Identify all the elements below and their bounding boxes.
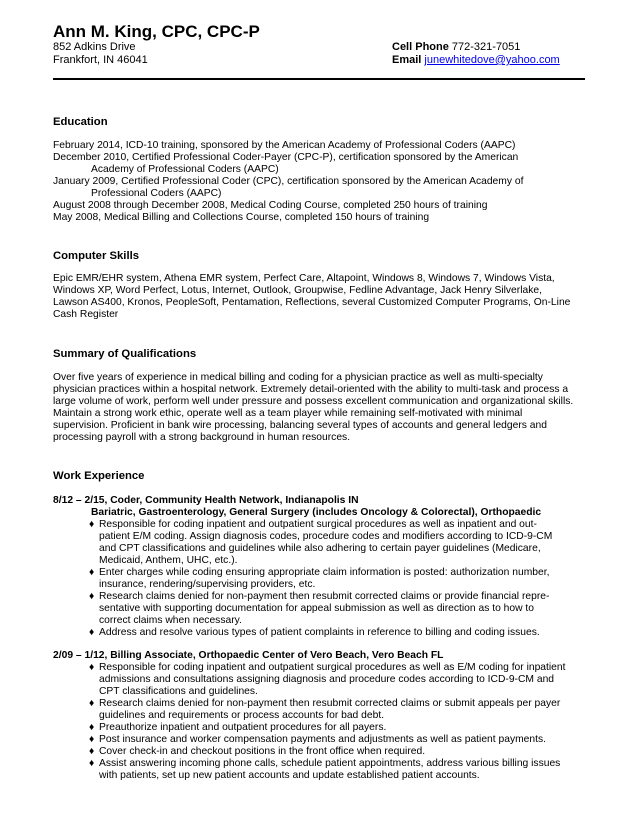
bullet-item: ♦ Research claims denied for non-payment then resubmit corrected claims or submit appeals per payer bbox=[89, 698, 561, 709]
bullet-continuation: insurance, rendering/supervising providers, etc. bbox=[99, 579, 316, 590]
education-line: December 2010, Certified Professional Coder-Payer (CPC-P), certification sponsored by the American bbox=[53, 152, 519, 163]
bullet-continuation: guidelines and requirements or process accounts for bad debt. bbox=[99, 710, 385, 721]
phone-line bbox=[392, 41, 520, 54]
education-line: Academy of Professional Coders (AAPC) bbox=[91, 164, 279, 175]
education-line: Professional Coders (AAPC) bbox=[91, 188, 222, 199]
email-line bbox=[392, 54, 560, 67]
diamond-bullet-icon: ♦ bbox=[89, 627, 95, 638]
education-line: February 2014, ICD-10 training, sponsored by the American Academy of Professional Coders (AAPC) bbox=[53, 140, 516, 151]
phone-label: Cell Phone bbox=[392, 41, 449, 53]
job-subtitle: Bariatric, Gastroenterology, General Surgery (includes Oncology & Colorectal), Orthopaedic bbox=[91, 507, 542, 518]
bullet-item: ♦ Enter charges while coding ensuring appropriate claim information is posted: authorization number, bbox=[89, 567, 550, 578]
diamond-bullet-icon: ♦ bbox=[89, 567, 95, 578]
skills-line: Lawson AS400, Kronos, PeopleSoft, Pentamation, Reflections, several Customized Computer Programs, On-Line bbox=[53, 297, 571, 308]
summary-line: supervision. Proficient in bank wire processing, balancing several types of accounts and general ledgers and bbox=[53, 420, 547, 431]
bullet-continuation: Medicaid, Anthem, UHC, etc.). bbox=[99, 555, 238, 566]
diamond-bullet-icon: ♦ bbox=[89, 519, 95, 530]
address-line-1: 852 Adkins Drive bbox=[53, 41, 136, 53]
bullet-continuation: CPT classifications and guidelines. bbox=[99, 686, 258, 697]
bullet-item: ♦ Post insurance and worker compensation payments and adjustments as well as patient payments. bbox=[89, 734, 547, 745]
summary-line: Maintain a strong work ethic, operate well as a team player while remaining self-motivated with minimal bbox=[53, 408, 523, 419]
education-line: August 2008 through December 2008, Medical Coding Course, completed 250 hours of training bbox=[53, 200, 488, 211]
diamond-bullet-icon: ♦ bbox=[89, 734, 95, 745]
bullet-item: ♦ Assist answering incoming phone calls, schedule patient appointments, address various billing issues bbox=[89, 758, 561, 769]
skills-heading: Computer Skills bbox=[53, 250, 140, 262]
summary-line: processing payroll with a strong background in human resources. bbox=[53, 432, 351, 443]
skills-line: Epic EMR/EHR system, Athena EMR system, Perfect Care, Altapoint, Windows 8, Windows 7, Windows Vista, bbox=[53, 273, 555, 284]
summary-line: large volume of work, perform well under pressure and possess excellent communication and organizational skills. bbox=[53, 396, 574, 407]
summary-line: physician practices within a hospital network. Extremely detail-oriented with the ability to multi-task and process a bbox=[53, 384, 569, 395]
skills-line: Cash Register bbox=[53, 309, 119, 320]
email-link[interactable]: junewhitedove@yahoo.com bbox=[424, 54, 560, 66]
phone-number: 772-321-7051 bbox=[451, 41, 521, 53]
skills-line: Windows XP, Word Perfect, Lotus, Internet, Outlook, Groupwise, Fedline Advantage, Jack Henry Silverlake, bbox=[53, 285, 542, 296]
email-label: Email bbox=[392, 54, 422, 66]
bullet-continuation: sentative with supporting documentation for appeal submission as well as direction as to how to bbox=[99, 603, 534, 614]
bullet-continuation: correct claims when necessary. bbox=[99, 615, 242, 626]
diamond-bullet-icon: ♦ bbox=[89, 591, 95, 602]
header-divider bbox=[53, 78, 585, 80]
bullet-item: ♦ Preauthorize inpatient and outpatient procedures for all payers. bbox=[89, 722, 387, 733]
job-title: 8/12 – 2/15, Coder, Community Health Network, Indianapolis IN bbox=[53, 495, 359, 506]
diamond-bullet-icon: ♦ bbox=[89, 746, 95, 757]
diamond-bullet-icon: ♦ bbox=[89, 662, 95, 673]
bullet-item: ♦ Responsible for coding inpatient and outpatient surgical procedures as well as E/M coding for inpatient bbox=[89, 662, 566, 673]
bullet-item: ♦ Responsible for coding inpatient and outpatient surgical procedures as well as inpatient and out- bbox=[89, 519, 537, 530]
diamond-bullet-icon: ♦ bbox=[89, 698, 95, 709]
education-heading: Education bbox=[53, 116, 108, 128]
job-title: 2/09 – 1/12, Billing Associate, Orthopaedic Center of Vero Beach, Vero Beach FL bbox=[53, 650, 444, 661]
work-heading: Work Experience bbox=[53, 470, 145, 482]
bullet-continuation: admissions and consultations assigning diagnosis and procedure codes according to ICD-9-CM and bbox=[99, 674, 555, 685]
bullet-continuation: with patients, set up new patient accounts and update established patient accounts. bbox=[99, 770, 480, 781]
education-line: January 2009, Certified Professional Coder (CPC), certification sponsored by the American Academy of bbox=[53, 176, 524, 187]
education-line: May 2008, Medical Billing and Collections Course, completed 150 hours of training bbox=[53, 212, 430, 223]
bullet-item: ♦ Research claims denied for non-payment then resubmit corrected claims or provide financial repre- bbox=[89, 591, 550, 602]
bullet-continuation: patient E/M coding. Assign diagnosis codes, procedure codes and modifiers according to ICD-9-CM bbox=[99, 531, 553, 542]
bullet-item: ♦ Address and resolve various types of patient complaints in reference to billing and coding issues. bbox=[89, 627, 540, 638]
summary-line: Over five years of experience in medical billing and coding for a physician practice as well as multi-specialty bbox=[53, 372, 543, 383]
diamond-bullet-icon: ♦ bbox=[89, 722, 95, 733]
candidate-name: Ann M. King, CPC, CPC-P bbox=[53, 22, 260, 41]
bullet-continuation: and CPT classifications and guidelines while also adhering to certain payer guidelines (Medicare, bbox=[99, 543, 541, 554]
bullet-item: ♦ Cover check-in and checkout positions in the front office when required. bbox=[89, 746, 426, 757]
diamond-bullet-icon: ♦ bbox=[89, 758, 95, 769]
address-line-2: Frankfort, IN 46041 bbox=[53, 54, 148, 66]
summary-heading: Summary of Qualifications bbox=[53, 348, 197, 360]
